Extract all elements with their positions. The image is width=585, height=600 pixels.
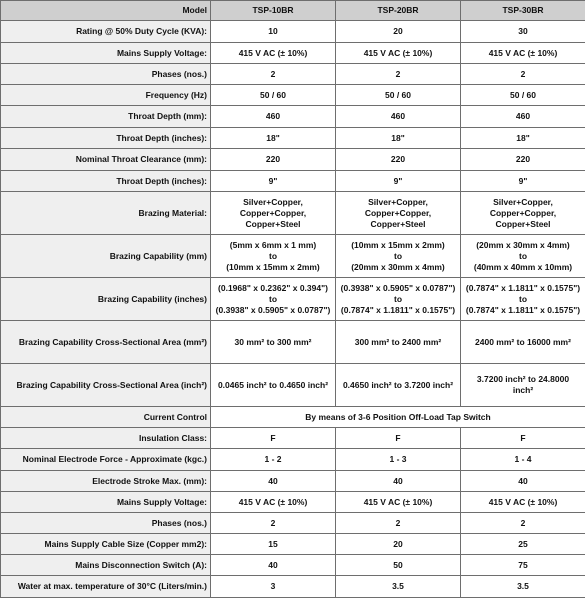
- value-cell: [211, 576, 336, 598]
- value-cell: [211, 149, 336, 171]
- value-line: Copper+Steel: [245, 218, 301, 229]
- value-line: Copper+Copper,: [364, 207, 432, 218]
- table-row: [1, 171, 585, 192]
- value-line: to: [268, 250, 278, 261]
- value-cell: [211, 64, 336, 85]
- value-line: 2: [270, 68, 276, 79]
- value-cell: [461, 21, 585, 43]
- value-cell: [336, 492, 461, 513]
- row-label: Mains Supply Voltage:: [1, 43, 211, 64]
- row-label: Brazing Capability Cross-Sectional Area (inch²): [1, 364, 211, 407]
- value-line: (40mm x 40mm x 10mm): [473, 261, 573, 272]
- row-label: Nominal Electrode Force - Approximate (kgc.): [1, 449, 211, 471]
- value-line: (0.3938" x 0.5905" x 0.0787"): [215, 304, 331, 315]
- value-line: (0.7874" x 1.1811" x 0.1575"): [465, 282, 581, 293]
- value-line: 2: [520, 68, 526, 79]
- value-cell: [461, 278, 585, 321]
- value-cell: [211, 278, 336, 321]
- value-line: 220: [515, 154, 531, 164]
- value-line: (0.1968" x 0.2362" x 0.394"): [218, 282, 328, 293]
- value-line: F: [270, 432, 276, 443]
- table-row: [1, 192, 585, 235]
- row-label: Electrode Stroke Max. (mm):: [1, 471, 211, 492]
- value-cell: [461, 555, 585, 576]
- table-row: [1, 534, 585, 555]
- header-row: [1, 1, 585, 21]
- value-cell: [336, 149, 461, 171]
- value-line: 18": [516, 132, 530, 143]
- table-row: [1, 21, 585, 43]
- value-line: F: [395, 432, 401, 443]
- value-line: Silver+Copper,: [493, 196, 553, 207]
- value-line: 415 V AC (± 10%): [488, 496, 558, 507]
- value-cell: [461, 321, 585, 364]
- value-line: F: [520, 432, 526, 443]
- value-line: 75: [518, 559, 528, 570]
- value-cell: [211, 235, 336, 278]
- value-cell: [336, 513, 461, 534]
- row-label: Frequency (Hz): [1, 85, 211, 106]
- value-line: (20mm x 30mm x 4mm): [476, 239, 570, 250]
- value-line: 2: [395, 68, 401, 79]
- header-tsp-30br: TSP-30BR: [461, 1, 585, 21]
- value-line: 220: [390, 154, 406, 164]
- value-line: 40: [268, 475, 278, 486]
- table-row: [1, 492, 585, 513]
- value-line: 30: [518, 26, 528, 36]
- value-cell: [211, 492, 336, 513]
- value-line: (5mm x 6mm x 1 mm): [229, 239, 317, 250]
- value-cell: [211, 471, 336, 492]
- value-cell: [461, 428, 585, 449]
- table-row: [1, 471, 585, 492]
- table-row: [1, 85, 585, 106]
- value-line: 3.5: [392, 581, 404, 591]
- value-line: 18": [266, 132, 280, 143]
- value-cell: [336, 576, 461, 598]
- value-line: 220: [265, 154, 281, 164]
- value-line: 415 V AC (± 10%): [238, 496, 308, 507]
- value-line: 300 mm² to 2400 mm²: [354, 336, 442, 347]
- header-tsp-20br: TSP-20BR: [336, 1, 461, 21]
- value-line: 40: [393, 475, 403, 486]
- value-line: to: [393, 293, 403, 304]
- table-row: [1, 449, 585, 471]
- value-line: 3.5: [517, 581, 529, 591]
- merged-value-cell: By means of 3-6 Position Off-Load Tap Switch: [211, 407, 585, 428]
- value-cell: [336, 21, 461, 43]
- value-line: 40: [518, 475, 528, 486]
- value-cell: [336, 555, 461, 576]
- row-label: Brazing Capability (mm): [1, 235, 211, 278]
- table-row: [1, 149, 585, 171]
- value-line: (0.7874" x 1.1811" x 0.1575"): [465, 304, 581, 315]
- table-row: [1, 321, 585, 364]
- value-line: (10mm x 15mm x 2mm): [351, 239, 445, 250]
- value-line: 30 mm² to 300 mm²: [234, 336, 312, 347]
- value-cell: [211, 321, 336, 364]
- value-line: 0.4650 inch² to 3.7200 inch²: [342, 379, 454, 390]
- value-line: Silver+Copper,: [368, 196, 428, 207]
- row-label: Nominal Throat Clearance (mm):: [1, 149, 211, 171]
- value-line: 9": [518, 175, 528, 186]
- value-line: 460: [515, 111, 531, 121]
- row-label: Mains Supply Voltage:: [1, 492, 211, 513]
- value-cell: [461, 192, 585, 235]
- value-cell: [461, 106, 585, 128]
- row-label: Phases (nos.): [1, 513, 211, 534]
- value-line: 0.0465 inch² to 0.4650 inch²: [217, 379, 329, 390]
- table-row: [1, 576, 585, 598]
- row-label: Current Control: [1, 407, 211, 428]
- value-cell: [336, 235, 461, 278]
- value-cell: [211, 171, 336, 192]
- value-cell: [336, 428, 461, 449]
- row-label: Water at max. temperature of 30°C (Liters/min.): [1, 576, 211, 598]
- value-line: 20: [393, 26, 403, 36]
- value-cell: [336, 534, 461, 555]
- value-line: 2: [520, 517, 526, 528]
- value-line: 50 / 60: [385, 89, 411, 100]
- row-label: Mains Supply Cable Size (Copper mm2):: [1, 534, 211, 555]
- value-cell: [211, 555, 336, 576]
- value-cell: [461, 43, 585, 64]
- value-cell: [461, 534, 585, 555]
- value-cell: [461, 576, 585, 598]
- value-line: 415 V AC (± 10%): [488, 47, 558, 58]
- value-line: 415 V AC (± 10%): [363, 496, 433, 507]
- value-cell: [336, 85, 461, 106]
- value-line: Copper+Copper,: [239, 207, 307, 218]
- value-cell: [336, 471, 461, 492]
- value-line: inch²: [512, 385, 534, 395]
- value-cell: [211, 534, 336, 555]
- value-line: 50 / 60: [260, 89, 286, 100]
- value-cell: [336, 43, 461, 64]
- value-cell: [336, 128, 461, 149]
- value-cell: [211, 449, 336, 471]
- value-cell: [211, 128, 336, 149]
- table-row: [1, 106, 585, 128]
- table-row: [1, 407, 585, 428]
- row-label: Throat Depth (mm):: [1, 106, 211, 128]
- value-line: 9": [268, 175, 278, 186]
- value-line: 50 / 60: [510, 89, 536, 100]
- value-cell: [211, 428, 336, 449]
- value-line: (0.3938" x 0.5905" x 0.0787"): [340, 282, 456, 293]
- value-cell: [336, 278, 461, 321]
- value-line: 415 V AC (± 10%): [238, 47, 308, 58]
- value-cell: [461, 471, 585, 492]
- value-line: 3.7200 inch² to 24.8000: [476, 374, 570, 384]
- value-cell: [211, 85, 336, 106]
- table-row: [1, 128, 585, 149]
- value-cell: [336, 171, 461, 192]
- row-label: Rating @ 50% Duty Cycle (KVA):: [1, 21, 211, 43]
- row-label: Throat Depth (inches):: [1, 128, 211, 149]
- value-line: to: [393, 250, 403, 261]
- value-line: Copper+Steel: [370, 218, 426, 229]
- row-label: Insulation Class:: [1, 428, 211, 449]
- value-line: 18": [391, 132, 405, 143]
- value-cell: [461, 492, 585, 513]
- value-cell: [336, 192, 461, 235]
- value-line: 20: [393, 538, 403, 549]
- value-line: to: [518, 250, 528, 261]
- value-line: (20mm x 30mm x 4mm): [351, 261, 445, 272]
- row-label: Brazing Capability Cross-Sectional Area (mm²): [1, 321, 211, 364]
- table-row: [1, 278, 585, 321]
- table-row: [1, 235, 585, 278]
- header-tsp-10br: TSP-10BR: [211, 1, 336, 21]
- row-label: Brazing Material:: [1, 192, 211, 235]
- value-cell: [211, 364, 336, 407]
- value-cell: [461, 85, 585, 106]
- value-line: 3: [270, 581, 276, 591]
- value-cell: [336, 449, 461, 471]
- value-line: Copper+Copper,: [489, 207, 557, 218]
- value-cell: [211, 21, 336, 43]
- value-line: 10: [268, 26, 278, 36]
- table-row: [1, 428, 585, 449]
- value-line: 40: [268, 559, 278, 570]
- value-cell: [461, 449, 585, 471]
- value-cell: [211, 106, 336, 128]
- table-row: [1, 555, 585, 576]
- spec-table-body: [1, 21, 585, 598]
- value-cell: [461, 171, 585, 192]
- value-line: 460: [390, 111, 406, 121]
- value-line: 9": [393, 175, 403, 186]
- value-cell: [211, 43, 336, 64]
- value-line: 2: [395, 517, 401, 528]
- value-line: 25: [518, 538, 528, 549]
- value-line: 1 - 3: [389, 454, 407, 464]
- row-label: Phases (nos.): [1, 64, 211, 85]
- table-row: [1, 64, 585, 85]
- table-row: [1, 43, 585, 64]
- value-line: 15: [268, 538, 278, 549]
- value-cell: [336, 64, 461, 85]
- value-line: 2: [270, 517, 276, 528]
- table-row: [1, 513, 585, 534]
- row-label: Brazing Capability (inches): [1, 278, 211, 321]
- table-row: [1, 364, 585, 407]
- row-label: Mains Disconnection Switch (A):: [1, 555, 211, 576]
- value-cell: [461, 364, 585, 407]
- value-cell: [461, 128, 585, 149]
- value-line: 2400 mm² to 16000 mm²: [475, 336, 571, 347]
- value-cell: [461, 149, 585, 171]
- value-cell: [211, 192, 336, 235]
- value-cell: [211, 513, 336, 534]
- value-line: (0.7874" x 1.1811" x 0.1575"): [340, 304, 456, 315]
- value-cell: [336, 364, 461, 407]
- value-cell: [461, 235, 585, 278]
- row-label: Throat Depth (inches):: [1, 171, 211, 192]
- value-line: 415 V AC (± 10%): [363, 47, 433, 58]
- value-line: 460: [265, 111, 281, 121]
- value-line: Silver+Copper,: [243, 196, 303, 207]
- value-line: 50: [393, 559, 403, 570]
- value-line: (10mm x 15mm x 2mm): [226, 261, 320, 272]
- value-line: 1 - 2: [264, 454, 282, 464]
- value-cell: [461, 513, 585, 534]
- value-cell: [336, 106, 461, 128]
- header-model: Model: [1, 1, 211, 21]
- value-line: to: [268, 293, 278, 304]
- value-line: Copper+Steel: [495, 218, 551, 229]
- value-line: 1 - 4: [514, 454, 532, 464]
- value-cell: [336, 321, 461, 364]
- value-line: to: [518, 293, 528, 304]
- value-cell: [461, 64, 585, 85]
